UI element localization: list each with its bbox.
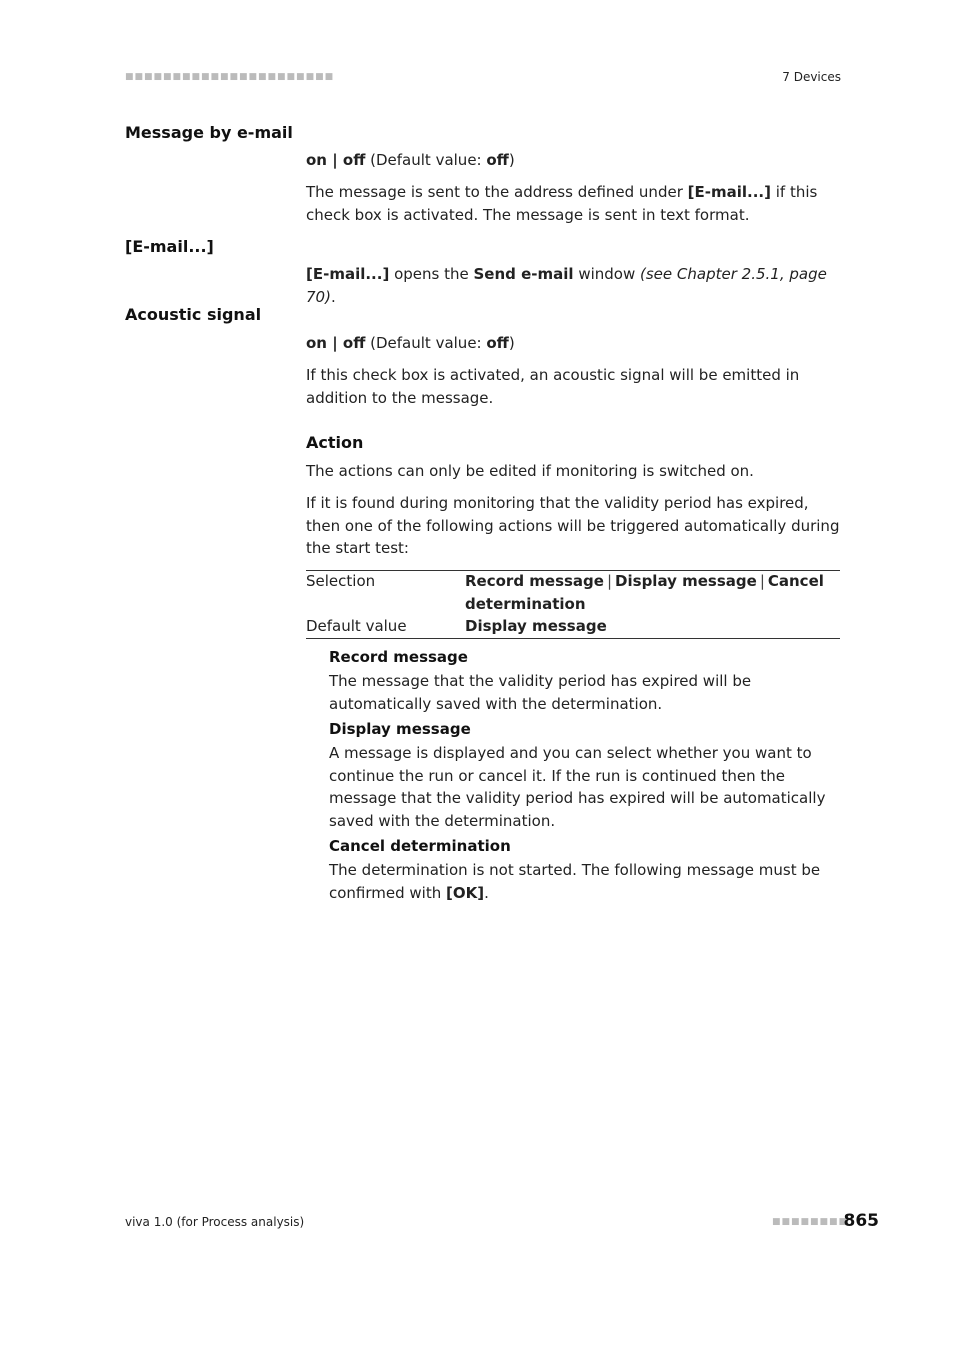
option-display-message-desc: A message is displayed and you can select whether you want to continue the run or cancel it. If the run is continued then the message that the validity period has expired will be automatically saved with the determination.: [329, 744, 826, 830]
action-paragraph-1: The actions can only be edited if monitoring is switched on.: [306, 462, 754, 480]
on-off-values: on | off: [306, 151, 366, 169]
email-button-description: [E-mail...] opens the Send e-mail window (see Chapter 2.5.1, page 70).: [306, 265, 827, 306]
message-by-email-default: on | off (Default value: off): [306, 151, 515, 169]
selection-label: Selection: [306, 572, 376, 590]
footer-product-name: viva 1.0 (for Process analysis): [125, 1215, 305, 1229]
action-heading: Action: [306, 433, 364, 452]
selection-options: Record message | Display message | Cancel determination: [465, 572, 824, 613]
page-number: 865: [843, 1211, 879, 1231]
chapter-title: 7 Devices: [782, 70, 841, 84]
term-email-button: [E-mail...]: [125, 237, 214, 256]
option-record-message-title: Record message: [329, 648, 468, 666]
term-message-by-email: Message by e-mail: [125, 123, 293, 142]
default-value-value: Display message: [465, 617, 607, 635]
default-value: off: [486, 151, 509, 169]
footer-decoration: ■■■■■■■■: [772, 1217, 849, 1227]
option-cancel-determination-desc: The determination is not started. The following message must be confirmed with [OK].: [329, 861, 821, 902]
option-record-message-desc: The message that the validity period has expired will be automatically saved with the determination.: [329, 672, 752, 713]
term-acoustic-signal: Acoustic signal: [125, 305, 262, 324]
acoustic-signal-default: on | off (Default value: off): [306, 334, 515, 352]
acoustic-signal-description: If this check box is activated, an acoustic signal will be emitted in addition to the message.: [306, 366, 800, 407]
action-paragraph-2: If it is found during monitoring that the validity period has expired, then one of the following actions will be triggered automatically during the start test:: [306, 494, 840, 557]
header-decoration: ■■■■■■■■■■■■■■■■■■■■■■: [125, 72, 335, 82]
default-value-label: Default value: [306, 617, 407, 635]
message-by-email-description: The message is sent to the address defined under [E-mail...] if this check box is activated. The message is sent in text format.: [306, 183, 818, 224]
option-cancel-determination-title: Cancel determination: [329, 837, 511, 855]
table-bottom-border: [306, 638, 840, 639]
chapter-reference-link[interactable]: (see Chapter 2.5.1, page 70): [306, 265, 827, 306]
option-display-message-title: Display message: [329, 720, 471, 738]
